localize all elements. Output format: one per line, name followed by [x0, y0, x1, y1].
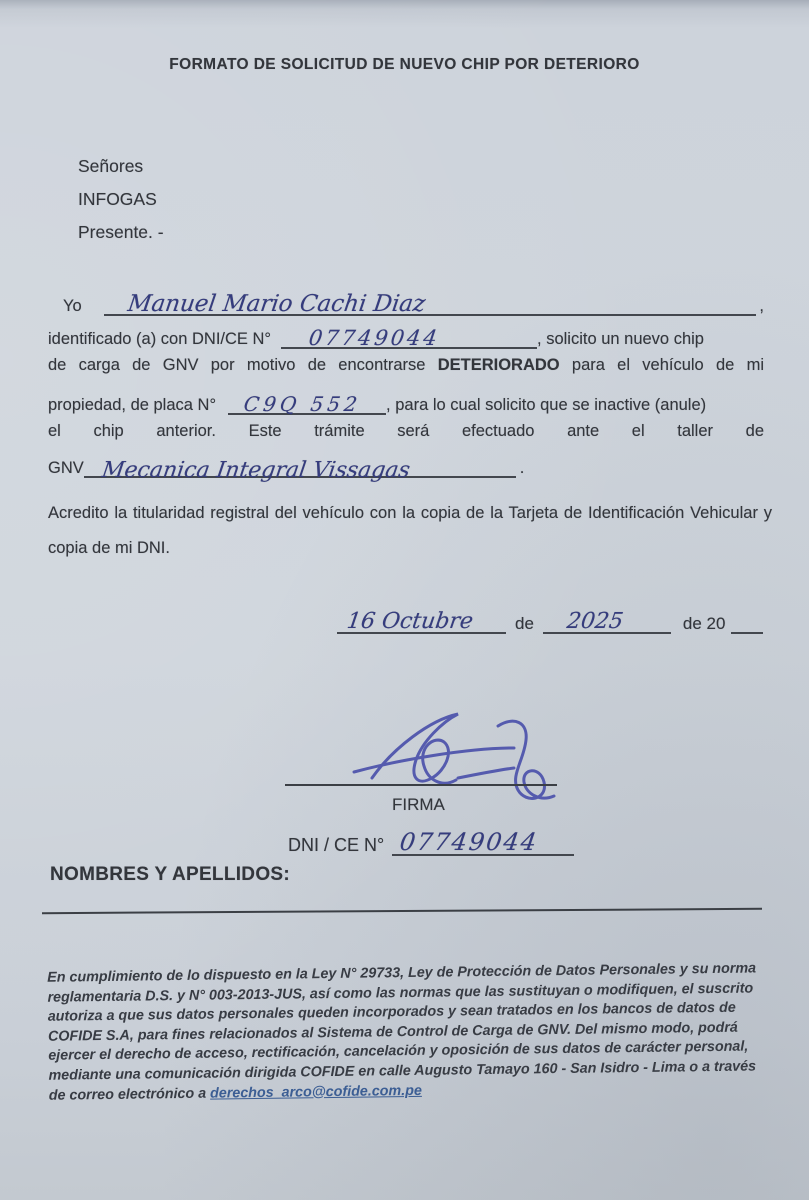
signature-line — [285, 784, 557, 786]
recipient-line-presente: Presente. - — [78, 222, 164, 242]
period-text: . — [519, 459, 525, 477]
plate-line-suffix: , para lo cual solicito que se inactive (anule) — [386, 396, 707, 414]
body-line-6 — [48, 450, 764, 483]
dni-blank — [281, 323, 537, 349]
handwritten-name: Manuel Mario Cachi Diaz — [125, 291, 427, 317]
gnv-label: GNV — [48, 459, 84, 477]
day-month-blank — [337, 606, 506, 634]
body-line-1 — [48, 290, 764, 316]
signature-ink — [338, 708, 573, 818]
de-20-label: de 20 — [682, 614, 726, 633]
yo-label: Yo — [63, 297, 82, 315]
body-line-4 — [48, 389, 764, 415]
plate-blank — [228, 389, 386, 415]
legal-paragraph — [47, 959, 771, 1106]
handwritten-signature-dni: 07749044 — [398, 828, 541, 856]
recipient-block — [78, 150, 164, 249]
handwritten-day-month: 16 Octubre — [345, 609, 475, 634]
page-title: FORMATO DE SOLICITUD DE NUEVO CHIP POR DETERIORO — [169, 56, 640, 73]
handwritten-dni: 07749044 — [307, 326, 442, 350]
handwritten-taller: Mecanica Integral Vissagas — [100, 458, 412, 483]
firma-label: FIRMA — [392, 795, 445, 814]
legal-body-text: En cumplimiento de lo dispuesto en la Ley N° 29733, Ley de Protección de Datos Personales y su norma reglamentaria D.S. y N° 003-2013-JUS, así como las normas que las sustituyan o modifiquen, el suscrito autoriza a que sus datos personales queden incorporados y sean tratados en los bancos de datos de COFIDE S.A, para fines relacionados al Sistema de Control de Carga de GNV. Del mismo modo, podrá ejercer el derecho de acceso, rectificación, cancelación y oposición de sus datos de carácter personal, mediante una comunicación dirigida COFIDE en calle Augusto Tamayo 160 - San Isidro - Lima o a través de correo electrónico a — [47, 960, 757, 1104]
signature-dni-label: DNI / CE N° — [288, 835, 385, 855]
accreditation-paragraph: Acredito la titularidad registral del vehículo con la copia de la Tarjeta de Identificación Vehicular y copia de mi DNI. — [48, 504, 772, 557]
legal-email-link: derechos_arco@cofide.com.pe — [209, 1082, 422, 1102]
signature-dni-blank — [392, 826, 574, 856]
taller-blank — [84, 450, 516, 483]
signature-dni-line — [288, 826, 574, 856]
year-blank — [543, 606, 671, 634]
name-blank — [104, 290, 757, 316]
year-suffix-blank — [731, 606, 763, 634]
handwritten-year: 2025 — [565, 609, 625, 634]
body-line-3 — [48, 356, 764, 375]
line3-suffix: para el vehículo de mi — [571, 356, 764, 374]
date-line — [337, 606, 763, 634]
body-line-5: el chip anterior. Este trámite será efectuado ante el taller de — [48, 422, 764, 440]
comma-text: , — [759, 297, 764, 315]
dni-line-suffix: , solicito un nuevo chip — [537, 330, 704, 348]
body-line-2 — [48, 323, 764, 349]
names-rule-line — [42, 908, 762, 914]
de-label-1: de — [515, 614, 534, 633]
recipient-line-infogas: INFOGAS — [78, 189, 157, 209]
line3-prefix: de carga de GNV por motivo de encontrarse — [48, 356, 426, 374]
names-label: NOMBRES Y APELLIDOS: — [50, 864, 291, 885]
dni-line-prefix: identificado (a) con DNI/CE N° — [48, 330, 272, 348]
plate-line-prefix: propiedad, de placa N° — [48, 396, 217, 414]
recipient-line-senores: Señores — [78, 156, 144, 176]
handwritten-plate: C9Q 552 — [242, 392, 363, 416]
deteriorado-bold: DETERIORADO — [437, 356, 560, 374]
